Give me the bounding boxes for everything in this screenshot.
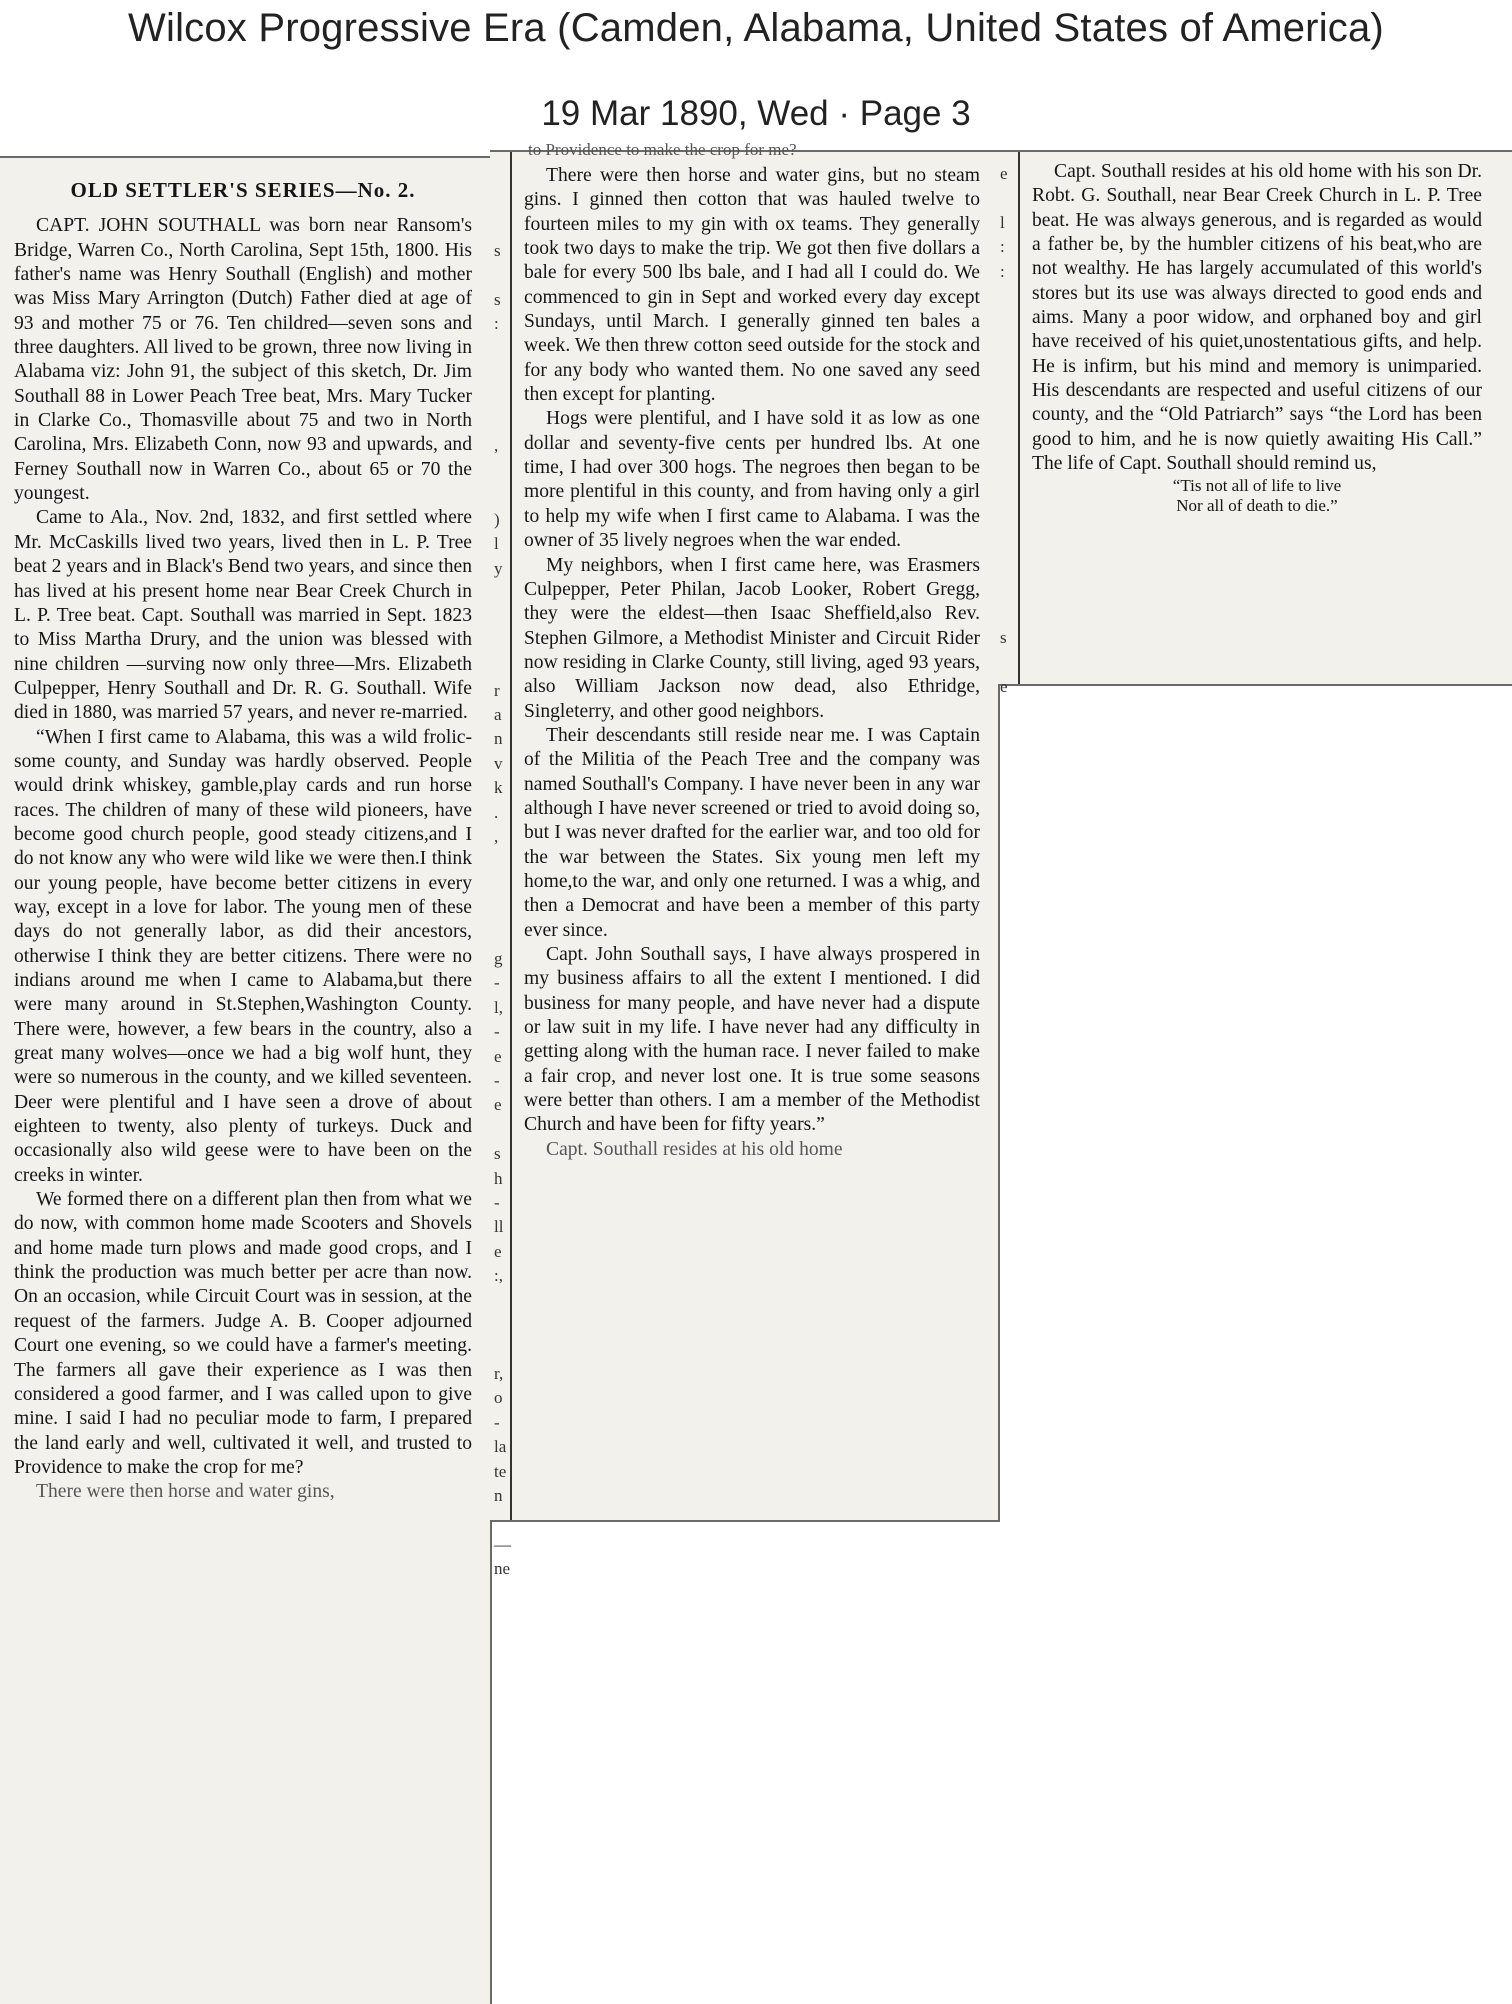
clipping-column-2 — [490, 140, 1000, 1579]
clipping-column-3 — [998, 150, 1512, 696]
cropped-neighbor-column: s s : , ) l y r a n v k . , g - l, - e - e s h - ll e :, r, o - la te n — ne — [494, 241, 511, 1579]
paragraph: There were then horse and water gins, but no steam gins. I ginned then cotton that was hauled twelve to fourteen miles to my gin with ox teams. They generally took two days to make the trip. We got then five dollars a bale for every 500 lbs bale, and I had all I could do. We commenced to gin in Sept and worked every day except Sundays, until March. I generally ginned ten bales a week. We then threw cotton seed outside for the stock and for any body who wanted them. No one saved any seed then except for planting. — [524, 165, 980, 406]
paragraph: Came to Ala., Nov. 2nd, 1832, and first settled where Mr. McCaskills lived two years, lived then in L. P. Tree beat 2 years and in Black's Bend two years, and since then has lived at his present home near Bear Creek Church in L. P. Tree beat. Capt. Southall was married in Sept. 1823 to Miss Martha Drury, and the union was blessed with nine children —surving now only three—Mrs. Elizabeth Culpepper, Henry Southall and Dr. R. G. Southall. Wife died in 1880, was married 57 years, and never re-married. — [14, 507, 472, 724]
closing-verse — [1032, 476, 1482, 516]
newspaper-title: Wilcox Progressive Era (Camden, Alabama, United States of America) — [128, 6, 1384, 50]
article-column-2 — [524, 164, 980, 1162]
paragraph: My neighbors, when I first came here, was Erasmers Culpepper, Peter Philan, Jacob Looker, Robert Gregg, they were the eldest—then Isaac Sheffield,also Rev. Stephen Gilmore, a Methodist Minister and Circuit Rider now residing in Clarke County, still living, aged 93 years, also William Jackson now dead, also Ethridge, Singleterry, and other good neighbors. — [524, 554, 980, 722]
verse-line: “Tis not all of life to live — [1172, 476, 1342, 496]
paragraph: Hogs were plentiful, and I have sold it as low as one dollar and seventy-five cents per hundred lbs. At one time, I had over 300 hogs. The negroes then began to be more plentiful in this county, and from having only a girl to help my wife when I first came to Alabama. I was the owner of 35 lively negroes when the war ended. — [524, 408, 980, 552]
paragraph: “When I first came to Alabama, this was a wild frolic-some county, and Sunday was hardly observed. People would drink whiskey, gamble,play cards and run horse races. The children of many of these wild pioneers, have become good church people, good steady citizens,and I do not know any who were wild like we were then.I think our young people, have become better citizens in every way, except in a love for labor. The young men of these days do not generally labor, as did their ancestors, otherwise I think they are better citizens. There were no indians around me when I came to Alabama,but there were many around in St.Stephen,Washington County. There were, however, a few bears in the country, also a great many wolves—once we had a big wolf hunt, they were so numerous in the county, and we killed seventeen. Deer were plentiful and I have seen a drove of about eighteen to twenty, also plenty of turkeys. Duck and occasionally also wild geese were to have been on the creeks in winter. — [14, 726, 472, 1186]
cut-line: to Providence to make the crop for me? — [528, 140, 797, 159]
verse-line: Nor all of death to die.” — [1176, 496, 1338, 516]
article-column-3 — [1032, 160, 1482, 516]
paragraph: Their descendants still reside near me. I was Captain of the Militia of the Peach Tree and the company was named Southall's Company. I have never been in any war although I have never screened or tried to avoid doing so, but I was never drafted for the earlier war, and too old for the war between the States. Six young men left my home,to the war, and only one returned. I was a whig, and then a Democrat and have been a member of this party ever since. — [524, 724, 980, 941]
paragraph: We formed there on a different plan then from what we do now, with common home made Scooters and Shovels and home made turn plows and made good crops, and I think the production was much better per acre than now. On an occasion, while Circuit Court was in session, at the request of the farmers. Judge A. B. Cooper adjourned Court one evening, so we could have a farmer's meeting. The farmers all gave their experience as I was then considered a good farmer, and I was called upon to give mine. I said I had no peculiar mode to farm, I prepared the land early and well, cultivated it well, and trusted to Providence to make the crop for me? — [14, 1189, 472, 1478]
cropped-neighbor-column: e l : : s e — [1000, 164, 1008, 696]
article-column-1 — [14, 172, 472, 1505]
paragraph: Capt. Southall resides at his old home with his son Dr. Robt. G. Southall, near Bear Creek Church in L. P. Tree beat. He was always generous, and is regarded as would a father be, by the humbler citizens of his beat,who are not wealthy. He has largely accumulated of this world's stores but its use was always directed to good ends and aims. Many a poor widow, and orphaned boy and girl have received of his quiet,unostentatious gifts, and help. He is infirm, but his mind and memory is unimparied. His descendants are respected and useful citizens of our county, and the “Old Patriarch” says “the Lord has been good to him, and he is now quietly awaiting His Call.” The life of Capt. Southall should remind us, — [1032, 161, 1482, 475]
publication-date-page: 19 Mar 1890, Wed · Page 3 — [541, 94, 971, 133]
article-heading: OLD SETTLER'S SERIES—No. 2. — [70, 178, 416, 202]
paragraph: CAPT. JOHN SOUTHALL was born near Ransom's Bridge, Warren Co., North Carolina, Sept 15th, 1800. His father's name was Henry Southall (English) and mother was Miss Mary Arrington (Dutch) Father died at age of 93 and mother 75 or 76. Ten childred—seven sons and three daughters. All lived to be grown, three now living in Alabama viz: John 91, the subject of this sketch, Dr. Jim Southall 88 in Lower Peach Tree beat, Mrs. Mary Tucker in Clarke Co., Thomasville about 75 and two in North Carolina, Mrs. Elizabeth Conn, now 93 and upwards, and Ferney Southall now in Warren Co., about 65 or 70 the youngest. — [14, 215, 472, 505]
paragraph: Capt. John Southall says, I have always prospered in my business affairs to all the extent I mentioned. I did business for many people, and have never had a dispute or law suit in my life. I have never had any difficulty in getting along with the human race. I never failed to make a fair crop, and never lost one. It is true some seasons were better than others. I am a member of the Methodist Church and have been for fifty years.” — [524, 944, 980, 1136]
column-rule — [1018, 152, 1020, 684]
clipping-column-1 — [0, 156, 492, 2004]
cut-line: Capt. Southall resides at his old home — [546, 1138, 843, 1160]
cut-line: There were then horse and water gins, — [36, 1481, 335, 1503]
column-rule — [510, 152, 512, 1520]
